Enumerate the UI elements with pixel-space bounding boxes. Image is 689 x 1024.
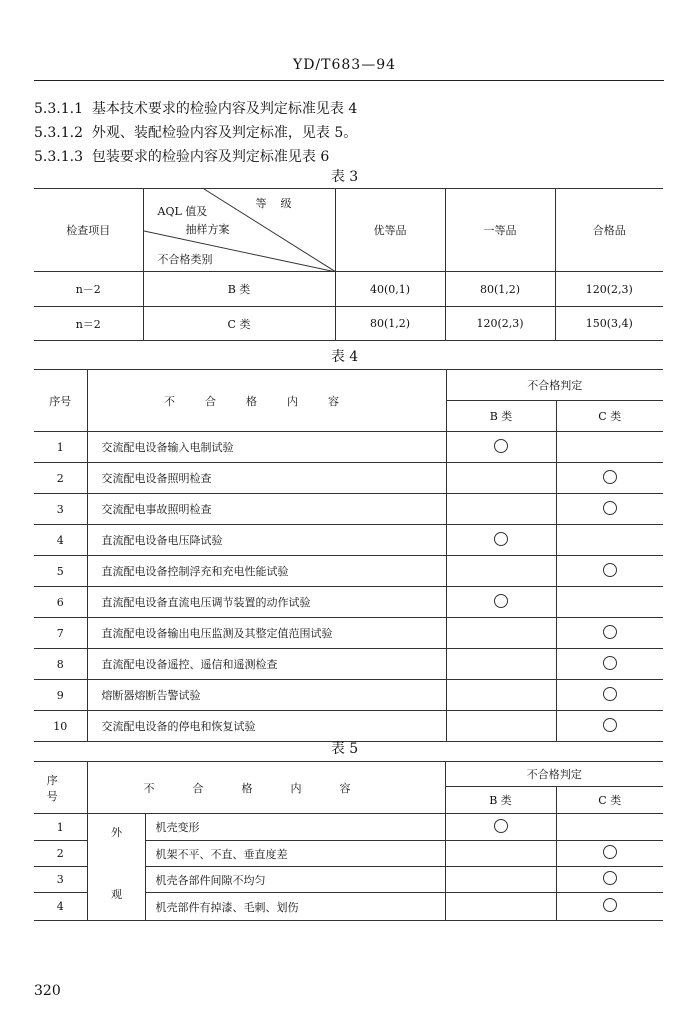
diag-class-label: 不合格类别 (157, 253, 213, 266)
row-c (556, 841, 663, 867)
row-content: 交流配电设备照明检查 (87, 463, 446, 494)
row-item: n－2 (34, 272, 143, 307)
diag-plan-label: 抽样方案 (185, 223, 230, 236)
table-row (34, 618, 663, 649)
clause-text: 外观、装配检验内容及判定标准，见表 5。 (91, 125, 358, 141)
diag-grade-label: 等 级 (255, 197, 292, 210)
table4 (34, 369, 663, 742)
row-value: 40(0,1) (335, 272, 445, 307)
circle-mark-icon (603, 625, 617, 639)
row-content: 直流配电设备直流电压调节装置的动作试验 (87, 587, 446, 618)
grade-qualified: 合格品 (555, 189, 663, 272)
row-c (556, 432, 663, 463)
row-number: 3 (34, 867, 87, 893)
circle-mark-icon (603, 871, 617, 885)
table3-diagonal-header (143, 189, 335, 272)
row-c (556, 618, 663, 649)
row-number: 10 (34, 711, 87, 742)
row-value: 150(3,4) (555, 307, 663, 341)
circle-mark-icon (603, 718, 617, 732)
row-content: 直流配电设备控制浮充和充电性能试验 (87, 556, 446, 587)
table4-judgement-header: 不合格判定 (446, 370, 663, 401)
row-number: 2 (34, 841, 87, 867)
row-b (446, 649, 556, 680)
row-b (446, 463, 556, 494)
row-content: 机壳部件有掉漆、毛刺、划伤 (145, 893, 445, 921)
row-value: 80(1,2) (445, 272, 555, 307)
table-row (34, 272, 663, 307)
table-row (34, 814, 663, 841)
row-content: 机壳各部件间隙不均匀 (145, 867, 445, 893)
table4-content-header: 不合格内容 (87, 370, 446, 432)
row-number: 9 (34, 680, 87, 711)
row-value: 80(1,2) (335, 307, 445, 341)
clause-text: 基本技术要求的检验内容及判定标准见表 4 (91, 101, 358, 117)
circle-mark-icon (603, 501, 617, 515)
table3-caption: 表 3 (330, 169, 359, 185)
standard-code: YD/T683—94 (292, 57, 397, 73)
table4-no-header: 序号 (34, 370, 87, 432)
row-c (556, 525, 663, 556)
row-item: n＝2 (34, 307, 143, 341)
row-content: 交流配电设备输入电制试验 (87, 432, 446, 463)
row-c (556, 867, 663, 893)
row-number: 3 (34, 494, 87, 525)
row-b (446, 618, 556, 649)
row-number: 1 (34, 814, 87, 841)
page-number: 320 (34, 983, 61, 999)
table-row (34, 307, 663, 341)
row-content: 机壳变形 (145, 814, 445, 841)
circle-mark-icon (603, 898, 617, 912)
clause-5-3-1-1 (34, 98, 357, 118)
clause-number: 5.3.1.3 (34, 149, 83, 165)
row-class: B 类 (143, 272, 335, 307)
header-rule (34, 80, 664, 81)
row-b (446, 432, 556, 463)
grade-first: 一等品 (445, 189, 555, 272)
row-b (446, 587, 556, 618)
row-content: 直流配电设备遥控、遥信和遥测检查 (87, 649, 446, 680)
table-row (34, 463, 663, 494)
table3 (34, 188, 663, 341)
table4-b-header: B 类 (446, 401, 556, 432)
row-content: 直流配电设备电压降试验 (87, 525, 446, 556)
table-row (34, 680, 663, 711)
row-number: 8 (34, 649, 87, 680)
grade-premium: 优等品 (335, 189, 445, 272)
row-content: 交流配电事故照明检查 (87, 494, 446, 525)
table5-no-header: 序号 (34, 762, 87, 814)
row-number: 1 (34, 432, 87, 463)
clause-number: 5.3.1.2 (34, 125, 83, 141)
table-row (34, 711, 663, 742)
appearance-group (87, 814, 145, 921)
row-b (446, 711, 556, 742)
row-content: 机架不平、不直、垂直度差 (145, 841, 445, 867)
table5-c-header: C 类 (556, 787, 663, 814)
row-content: 熔断器熔断告警试验 (87, 680, 446, 711)
row-c (556, 649, 663, 680)
row-value: 120(2,3) (555, 272, 663, 307)
table-row (34, 432, 663, 463)
row-c (556, 463, 663, 494)
table5-judgement-header: 不合格判定 (445, 762, 663, 787)
circle-mark-icon (603, 687, 617, 701)
row-c (556, 680, 663, 711)
row-value: 120(2,3) (445, 307, 555, 341)
clause-5-3-1-2 (34, 122, 357, 142)
row-c (556, 893, 663, 921)
row-content: 直流配电设备输出电压监测及其整定值范围试验 (87, 618, 446, 649)
clause-5-3-1-3 (34, 146, 329, 166)
row-number: 2 (34, 463, 87, 494)
circle-mark-icon (603, 656, 617, 670)
circle-mark-icon (494, 819, 508, 833)
row-content: 交流配电设备的停电和恢复试验 (87, 711, 446, 742)
circle-mark-icon (494, 594, 508, 608)
row-b (446, 556, 556, 587)
row-number: 5 (34, 556, 87, 587)
row-c (556, 587, 663, 618)
table-row (34, 494, 663, 525)
circle-mark-icon (603, 470, 617, 484)
row-c (556, 494, 663, 525)
table5-caption: 表 5 (330, 741, 359, 757)
diag-aql-label: AQL 值及 (157, 205, 208, 218)
table-row (34, 587, 663, 618)
table-row (34, 649, 663, 680)
row-c (556, 814, 663, 841)
table4-c-header: C 类 (556, 401, 663, 432)
row-b (445, 841, 556, 867)
row-b (446, 494, 556, 525)
clause-text: 包装要求的检验内容及判定标准见表 6 (91, 149, 330, 165)
table4-caption: 表 4 (330, 349, 359, 365)
row-c (556, 556, 663, 587)
group-char-wai: 外 (111, 826, 122, 839)
table5-content-header: 不合格内容 (87, 762, 445, 814)
row-number: 4 (34, 893, 87, 921)
row-b (445, 893, 556, 921)
row-b (445, 814, 556, 841)
circle-mark-icon (603, 563, 617, 577)
table-row (34, 556, 663, 587)
table3-item-header: 检查项目 (34, 189, 143, 272)
circle-mark-icon (494, 532, 508, 546)
row-number: 6 (34, 587, 87, 618)
group-char-guan: 观 (111, 888, 122, 901)
clause-number: 5.3.1.1 (34, 101, 83, 117)
row-c (556, 711, 663, 742)
row-number: 4 (34, 525, 87, 556)
table5 (34, 761, 663, 921)
row-b (446, 525, 556, 556)
table-row (34, 525, 663, 556)
row-b (445, 867, 556, 893)
circle-mark-icon (494, 439, 508, 453)
table5-b-header: B 类 (445, 787, 556, 814)
circle-mark-icon (603, 845, 617, 859)
row-class: C 类 (143, 307, 335, 341)
row-b (446, 680, 556, 711)
row-number: 7 (34, 618, 87, 649)
